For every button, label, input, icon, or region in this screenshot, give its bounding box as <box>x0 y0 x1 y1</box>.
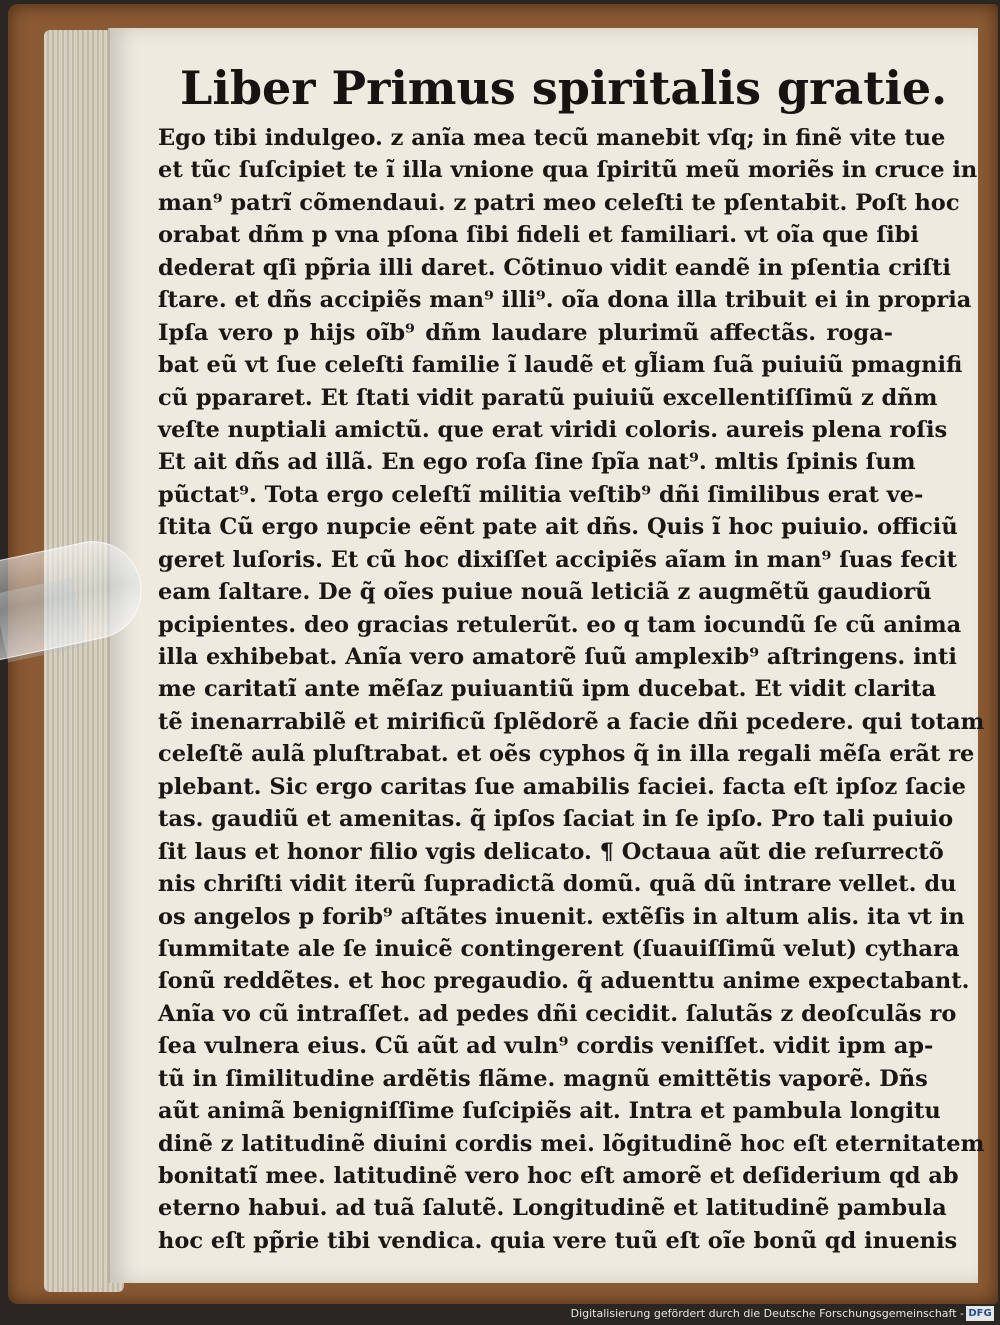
text-line: bonitatĩ mee. latitudinẽ vero hoc eſt amorẽ et deſiderium qd ab <box>158 1163 959 1189</box>
dfg-logo: DFG <box>966 1306 994 1321</box>
text-line: plebant. Sic ergo caritas ſue amabilis faciei. facta eſt ipſoz ſacie <box>158 773 966 800</box>
text-line: tas. gaudiũ et amenitas. q̃ ipſos ſaciat in ſe ipſo. Pro tali puiuio <box>158 806 954 833</box>
text-line: tẽ inenarrabilẽ et mirificũ ſplẽdorẽ a facie dñi pcedere. qui totam <box>158 708 985 735</box>
text-line: eam ſaltare. De q̃ oĩes puiue nouã leticiã z augmẽtũ gaudiorũ <box>158 579 932 606</box>
text-line: geret luſoris. Et cũ hoc dixiſſet accipiẽs aĩam in man⁹ ſuas fecit <box>158 546 957 573</box>
text-line: ſtare. et dñs accipiẽs man⁹ illi⁹. oĩa dona illa tribuit ei in propria <box>158 287 972 314</box>
text-line: bat eũ vt ſue celeſti familie ĩ laudẽ et gl̃iam ſuã puiuiũ pmagnifi <box>158 352 963 379</box>
text-line: cũ ppararet. Et ſtati vidit paratũ puiuiũ excellentiſſimũ z dñm <box>158 384 938 411</box>
text-line: me caritatĩ ante mẽſaz puiuantiũ ipm ducebat. Et vidit clarita <box>158 676 937 703</box>
text-line: dinẽ z latitudinẽ diuini cordis mei. lõgitudinẽ hoc eſt eternitatem <box>158 1130 985 1157</box>
body-text <box>158 122 985 1257</box>
text-line: Ipſa vero p hijs oĩb⁹ dñm laudare plurimũ affectãs. roga- <box>158 319 893 346</box>
text-line: pcipientes. deo gracias retulerũt. eo q tam iocundũ ſe cũ anima <box>158 611 962 638</box>
text-line: Ego tibi indulgeo. z anĩa mea tecũ manebit vſq; in finẽ vite tue <box>158 125 946 151</box>
page-title: Liber Primus spiritalis gratie. <box>180 61 948 115</box>
text-line: tũ in ſimilitudine ardẽtis flãme. magnũ emittẽtis vaporẽ. Dñs <box>158 1065 928 1092</box>
text-line: ſit laus et honor filio vgis delicato. ¶ Octaua aũt die reſurrectõ <box>158 838 944 865</box>
text-line: ſummitate ale ſe inuicẽ contingerent (ſuauiſſimũ velut) cythara <box>158 935 960 962</box>
text-line: hoc eſt pp̃rie tibi vendica. quia vere tuũ eſt oĩe bonũ qd inuenis <box>158 1227 958 1254</box>
text-line: veſte nuptiali amictũ. que erat viridi coloris. aureis plena roſis <box>158 416 948 443</box>
text-line: Anĩa vo cũ intraſſet. ad pedes dñi cecidit. ſalutãs z deoſculãs ro <box>158 1000 957 1027</box>
text-line: aũt animã benigniſſime ſuſcipiẽs ait. Intra et pambula longitu <box>158 1098 941 1125</box>
text-line: os angelos p forib⁹ aſtãtes inuenit. extẽſis in altum alis. ita vt in <box>158 903 965 930</box>
text-line: ſonũ reddẽtes. et hoc pregaudio. q̃ aduenttu anime expectabant. <box>158 968 970 995</box>
text-line: Et ait dñs ad illã. En ego roſa ſine ſpĩa nat⁹. mltis ſpinis ſum <box>158 449 916 476</box>
text-line: illa exhibebat. Anĩa vero amatorẽ ſuũ amplexib⁹ aſtringens. inti <box>158 644 957 670</box>
text-line: celeſtẽ aulã pluſtrabat. et oẽs cyphos q̃ in illa regali mẽſa erãt re <box>158 741 975 768</box>
text-line: et tũc ſuſcipiet te ĩ illa vnione qua ſpiritũ meũ moriẽs in cruce in <box>158 157 978 184</box>
text-line: eterno habui. ad tuã ſalutẽ. Longitudinẽ et latitudinẽ pambula <box>158 1195 947 1222</box>
text-line: orabat dñm p vna pſona ſibi fideli et familiari. vt oĩa que ſibi <box>158 222 919 249</box>
text-line: pũctat⁹. Tota ergo celeſtĩ militia veſtib⁹ dñi ſimilibus erat ve- <box>158 481 924 508</box>
text-line: nis chriſti vidit iterũ ſupradictã domũ. quã dũ intrare vellet. du <box>158 871 957 898</box>
text-line: ſea vulnera eius. Cũ aũt ad vuln⁹ cordis veniſſet. vidit ipm ap- <box>158 1033 934 1060</box>
digitization-credit: Digitalisierung gefördert durch die Deutsche Forschungsgemeinschaft - <box>570 1307 964 1320</box>
text-line: man⁹ patrĩ cõmendaui. z patri meo celeſti te pſentabit. Poſt hoc <box>158 189 960 216</box>
text-line: ſtita Cũ ergo nupcie eẽnt pate ait dñs. Quis ĩ hoc puiuio. officiũ <box>158 514 958 541</box>
text-line: dederat qſi pp̃ria illi daret. Cõtinuo vidit eandẽ in pſentia criſti <box>158 254 951 281</box>
